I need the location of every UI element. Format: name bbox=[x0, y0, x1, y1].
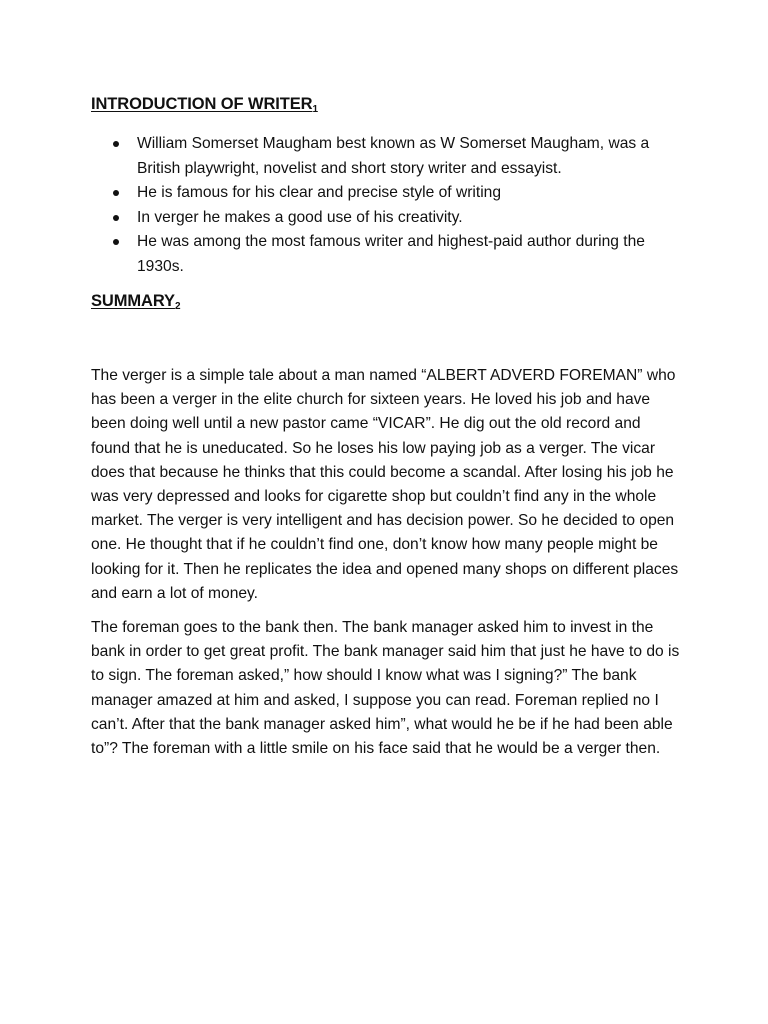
document-page bbox=[91, 92, 681, 761]
intro-heading-sub: 1 bbox=[312, 104, 318, 115]
bullet-icon bbox=[113, 141, 119, 147]
bullet-text: In verger he makes a good use of his creativity. bbox=[137, 208, 463, 226]
bullet-text: He was among the most famous writer and highest-paid author during the 1930s. bbox=[137, 233, 645, 275]
summary-heading bbox=[91, 289, 681, 319]
intro-heading bbox=[91, 92, 681, 122]
summary-paragraph-1: The verger is a simple tale about a man named “ALBERT ADVERD FOREMAN” who has been a verger in the elite church for sixteen years. He loved his job and have been doing well until a new pastor came “VICAR”. He dig out the old record and found that he is uneducated. So he loses his low paying job as a verger. The vicar does that because he thinks that this could become a scandal. After losing his job he was very depressed and looks for cigarette shop but couldn’t find any in the whole market. The verger is very intelligent and has decision power. So he decided to open one. He thought that if he couldn’t find one, don’t know how many people might be looking for it. Then he replicates the idea and opened many shops on different places and earn a lot of money. bbox=[91, 367, 679, 602]
list-item bbox=[91, 181, 681, 206]
summary-paragraph-2: The foreman goes to the bank then. The bank manager asked him to invest in the bank in order to get great profit. The bank manager said him that just he have to do is to sign. The foreman asked,” how should I know what was I signing?” The bank manager amazed at him and asked, I suppose you can read. Foreman replied no I can’t. After that the bank manager asked him”, what would he be if he had been able to”? The foreman with a little smile on his face said that he would be a verger then. bbox=[91, 619, 680, 758]
summary-heading-text: SUMMARY bbox=[91, 292, 175, 310]
bullet-text: He is famous for his clear and precise style of writing bbox=[137, 184, 502, 201]
bullet-icon bbox=[113, 190, 119, 196]
bullet-text: William Somerset Maugham best known as W Somerset Maugham, was a British playwright, novelist and short story writer and essayist. bbox=[137, 135, 650, 177]
bullet-icon bbox=[113, 239, 119, 245]
list-item bbox=[91, 230, 681, 279]
list-item bbox=[91, 132, 681, 181]
summary-heading-sub: 2 bbox=[174, 301, 181, 312]
intro-bullet-list bbox=[91, 132, 681, 279]
intro-heading-text: INTRODUCTION OF WRITER bbox=[91, 95, 313, 113]
bullet-icon bbox=[113, 215, 119, 221]
list-item bbox=[91, 206, 681, 231]
